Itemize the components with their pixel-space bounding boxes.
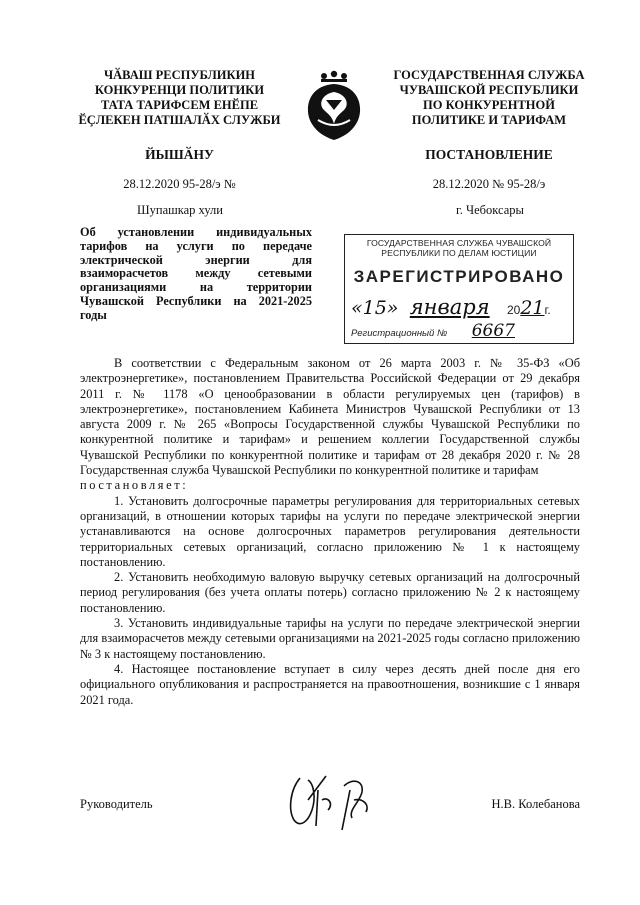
stamp-reg-number: 6667: [471, 321, 515, 341]
right-date-number: 28.12.2020 № 95-28/э: [432, 177, 546, 191]
stamp-date-row: [351, 295, 567, 319]
coat-of-arms-icon: [296, 64, 372, 142]
left-header-line: ӖҪЛЕКЕН ПАТШАЛӐХ СЛУЖБИ: [78, 113, 281, 127]
registration-stamp: [344, 234, 574, 344]
stamp-year-prefix: 20: [506, 303, 521, 317]
right-header-line: ГОСУДАРСТВЕННАЯ СЛУЖБА: [393, 68, 585, 82]
stamp-line-2: РЕСПУБЛИКИ ПО ДЕЛАМ ЮСТИЦИИ: [381, 248, 537, 258]
signature-icon: [282, 770, 382, 836]
left-header-line: ЧӐВАШ РЕСПУБЛИКИН: [103, 68, 256, 82]
stamp-year-suffix: 21: [520, 297, 545, 319]
resolves-word: постановляет:: [80, 478, 189, 493]
preamble-paragraph: В соответствии с Федеральным законом от 26 марта 2003 г. № 35-ФЗ «Об электроэнергетике», постановлением Правительства Российской Федерации от 29 декабря 2011 г. № 1178 «О ценообразовании в области регулируемых цен (тарифов) в электроэнергетике», постановлением Кабинета Министров Чувашской Республики от 13 августа 2009 г. № 265 «Вопросы Государственной службы Чувашской Республики по конкурентной политике и тарифам» и решением коллегии Государственной службы Чувашской Республики по конкурентной политике и тарифам от 28 декабря 2020 г. № 28 Государственная служба Чувашской Республики по конкурентной политике и тарифам: [80, 356, 580, 478]
right-header-line: ПОЛИТИКЕ И ТАРИФАМ: [411, 113, 567, 127]
document-body: [80, 356, 580, 708]
left-date-number: 28.12.2020 95-28/э №: [123, 177, 236, 191]
item-paragraph-2: 2. Установить необходимую валовую выручку сетевых организаций на долгосрочный период регулирования (без учета оплаты потерь) согласно приложению № 2 к настоящему постановлению.: [80, 570, 580, 615]
right-header: [378, 68, 600, 128]
signer-position: Руководитель: [80, 797, 153, 811]
signer-name: Н.В. Колебанова: [491, 797, 580, 811]
stamp-reg-row: [351, 321, 567, 341]
right-city: г. Чебоксары: [456, 203, 524, 217]
left-header-line: ТАТА ТАРИФСЕМ ЕНӖПЕ: [100, 98, 259, 112]
item-paragraph-4: 4. Настоящее постановление вступает в силу через десять дней после дня его официального опубликования и распространяется на правоотношения, возникшие с 1 января 2021 года.: [80, 661, 580, 707]
document-subject: Об установлении индивидуальных тарифов на услуги по передаче электрической энергии для взаиморасчетов между сетевыми организациями на территории Чувашской Республики на 2021-2025 годы: [80, 225, 312, 322]
stamp-line-1: ГОСУДАРСТВЕННАЯ СЛУЖБА ЧУВАШСКОЙ: [366, 238, 552, 248]
stamp-month: января: [409, 295, 490, 319]
stamp-reg-label: Регистрационный №: [351, 328, 448, 339]
item-paragraph-3: 3. Установить индивидуальные тарифы на услуги по передаче электрической энергии для взаиморасчетов между сетевыми организациями на 2021-2025 годы согласно приложению № 3 к настоящему постановлению.: [80, 616, 580, 661]
stamp-day: «15»: [351, 297, 399, 319]
stamp-year-mark: г.: [544, 303, 551, 317]
right-header-line: ЧУВАШСКОЙ РЕСПУБЛИКИ: [399, 83, 579, 97]
right-doc-type: ПОСТАНОВЛЕНИЕ: [425, 147, 553, 162]
stamp-registered: ЗАРЕГИСТРИРОВАНО: [353, 267, 565, 286]
right-header-line: ПО КОНКУРЕНТНОЙ: [423, 98, 555, 112]
left-header: [62, 68, 297, 128]
left-doc-type: ЙЫШӐНУ: [145, 147, 214, 162]
left-header-line: КОНКУРЕНЦИ ПОЛИТИКИ: [94, 83, 265, 97]
item-paragraph-1: 1. Установить долгосрочные параметры регулирования для территориальных сетевых организаций, в отношении которых тарифы на услуги по передаче электрической энергии устанавливаются на основе долгосрочных параметров регулирования деятельности территориальных сетевых организаций, согласно приложению № 1 к настоящему постановлению.: [80, 493, 580, 569]
left-city: Шупашкар хули: [137, 203, 223, 217]
